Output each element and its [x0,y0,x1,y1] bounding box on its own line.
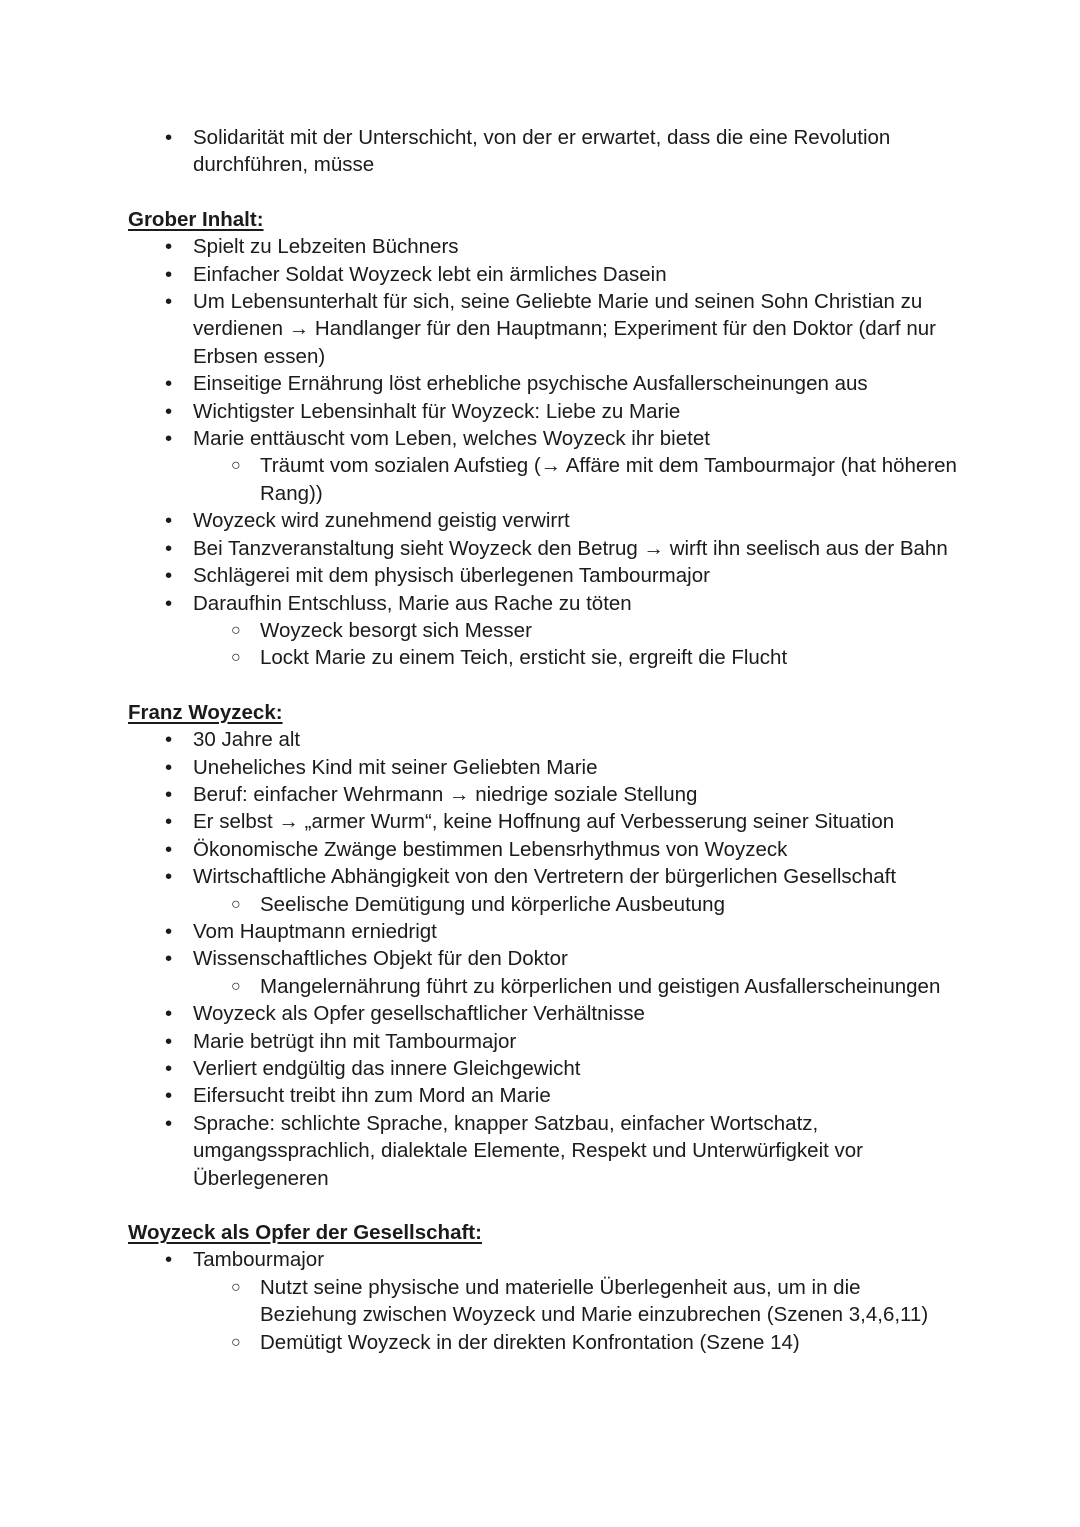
bullet-icon: • [165,1084,173,1108]
bullet-icon: • [165,1029,173,1053]
list-item-text: Vom Hauptmann erniedrigt [193,919,437,943]
list-item [163,398,962,425]
circle-icon: ○ [231,1333,241,1351]
list-item [229,1329,962,1356]
bullet-icon: • [165,564,173,588]
circle-icon: ○ [231,1278,241,1296]
document-body [128,124,962,1356]
list-item [163,1028,962,1055]
list-item-text: Er selbst → „armer Wurm“, keine Hoffnung auf Verbesserung seiner Situation [193,810,895,834]
list-item [163,1110,962,1192]
bullet-icon: • [165,755,173,779]
section-1 [128,206,962,672]
list-item-text: Woyzeck besorgt sich Messer [260,618,532,642]
list-item [163,918,962,945]
list-item-text: Tambourmajor [193,1248,325,1272]
list-item-text: Eifersucht treibt ihn zum Mord an Marie [193,1084,551,1108]
list-item-text: Bei Tanzveranstaltung sieht Woyzeck den Betrug → wirft ihn seelisch aus der Bahn [193,536,948,560]
bullet-icon: • [165,919,173,943]
bullet-icon: • [165,235,173,259]
section-3 [128,1219,962,1356]
bullet-icon: • [165,509,173,533]
list-item-text: Verliert endgültig das innere Gleichgewicht [193,1057,581,1080]
list-item-text: Wissenschaftliches Objekt für den Doktor [193,947,568,971]
list-item [229,644,962,671]
circle-icon: ○ [231,621,241,639]
bullet-icon: • [165,1111,173,1135]
list-item [163,1055,962,1082]
list-item-text: Wichtigster Lebensinhalt für Woyzeck: Liebe zu Marie [193,399,681,423]
bullet-icon: • [165,1057,173,1080]
bullet-icon: • [165,262,173,286]
list-item [163,590,962,617]
list-item [163,726,962,753]
list-item-text: Schlägerei mit dem physisch überlegenen Tambourmajor [193,564,710,588]
list-item [163,124,962,179]
section-heading: Woyzeck als Opfer der Gesellschaft: [128,1221,482,1245]
list-item-text: Uneheliches Kind mit seiner Geliebten Marie [193,755,598,779]
list-item [163,1000,962,1027]
bullet-icon: • [165,427,173,451]
circle-icon: ○ [231,895,241,913]
list-item-text: Daraufhin Entschluss, Marie aus Rache zu töten [193,591,632,615]
list-item [163,945,962,972]
bullet-icon: • [165,865,173,889]
list-item [229,973,962,1000]
list-item [163,1246,962,1273]
list-item [163,1082,962,1109]
list-item-text: Träumt vom sozialen Aufstieg (→ Affäre mit dem Tambourmajor (hat höheren Rang)) [260,454,957,505]
list-item [163,261,962,288]
list-item [229,617,962,644]
list-item-text: Nutzt seine physische und materielle Überlegenheit aus, um in die Beziehung zwischen Woyzeck und Marie einzubrechen (Szenen 3,4,6,11) [260,1275,929,1327]
list-item-text: Woyzeck als Opfer gesellschaftlicher Verhältnisse [193,1002,645,1026]
list-item [163,562,962,589]
list-item [163,836,962,863]
bullet-icon: • [165,1248,173,1272]
list-item-text: Ökonomische Zwänge bestimmen Lebensrhythmus von Woyzeck [193,837,788,861]
list-item [163,507,962,534]
bullet-icon: • [165,728,173,752]
bullet-icon: • [165,372,173,396]
list-item [163,863,962,890]
section-2 [128,699,962,1192]
bullet-icon: • [165,126,173,149]
list-item [229,452,962,507]
section-heading: Grober Inhalt: [128,207,264,231]
bullet-icon: • [165,782,173,806]
list-item-text: Spielt zu Lebzeiten Büchners [193,235,459,259]
bullet-icon: • [165,810,173,834]
list-item [163,781,962,808]
list-item-text: Wirtschaftliche Abhängigkeit von den Vertretern der bürgerlichen Gesellschaft [193,865,897,889]
list-item [163,425,962,452]
list-item [229,1274,962,1329]
list-item-text: Beruf: einfacher Wehrmann → niedrige soziale Stellung [193,782,698,806]
bullet-icon: • [165,591,173,615]
list-item-text: Solidarität mit der Unterschicht, von der er erwartet, dass die eine Revolution durchführen, müsse [193,126,891,177]
list-item-text: Seelische Demütigung und körperliche Ausbeutung [260,892,725,916]
bullet-icon: • [165,947,173,971]
list-item-text: Sprache: schlichte Sprache, knapper Satzbau, einfacher Wortschatz, umgangssprachlich, dialektale Elemente, Respekt und Unterwürfigkeit vor Überlegeneren [193,1111,864,1190]
bullet-icon: • [165,837,173,861]
circle-icon: ○ [231,457,241,475]
circle-icon: ○ [231,649,241,667]
bullet-icon: • [165,536,173,560]
list-item-text: 30 Jahre alt [193,728,301,752]
list-item-text: Um Lebensunterhalt für sich, seine Geliebte Marie und seinen Sohn Christian zu verdienen → Handlanger für den Hauptmann; Experiment für den Doktor (darf nur Erbsen essen) [193,290,936,368]
bullet-icon: • [165,1002,173,1026]
list-item [163,370,962,397]
circle-icon: ○ [231,977,241,995]
list-item-text: Demütigt Woyzeck in der direkten Konfrontation (Szene 14) [260,1330,800,1354]
section-0 [128,124,962,179]
list-item [163,233,962,260]
list-item-text: Woyzeck wird zunehmend geistig verwirrt [193,509,570,533]
list-item [163,808,962,835]
list-item [163,754,962,781]
list-item [163,535,962,562]
bullet-icon: • [165,399,173,423]
bullet-icon: • [165,290,173,314]
list-item-text: Marie enttäuscht vom Leben, welches Woyzeck ihr bietet [193,427,710,451]
list-item-text: Einfacher Soldat Woyzeck lebt ein ärmliches Dasein [193,262,667,286]
list-item-text: Lockt Marie zu einem Teich, ersticht sie, ergreift die Flucht [260,646,788,670]
list-item [229,891,962,918]
list-item-text: Mangelernährung führt zu körperlichen und geistigen Ausfallerscheinungen [260,974,941,998]
list-item-text: Marie betrügt ihn mit Tambourmajor [193,1029,517,1053]
list-item-text: Einseitige Ernährung löst erhebliche psychische Ausfallerscheinungen aus [193,372,868,396]
section-heading: Franz Woyzeck: [128,700,283,724]
list-item [163,288,962,370]
